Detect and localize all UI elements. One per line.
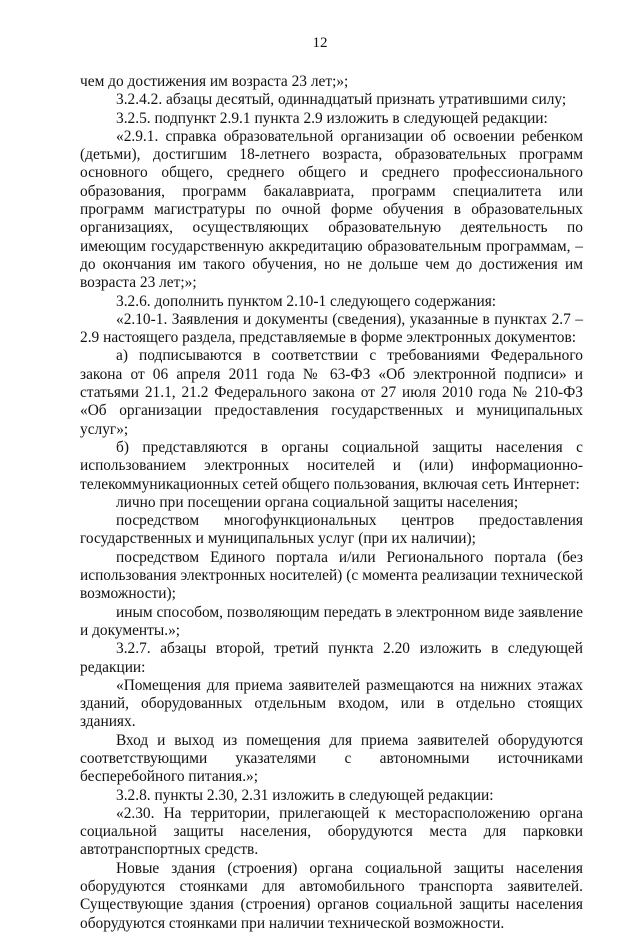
paragraph-3-2-6: 3.2.6. дополнить пунктом 2.10-1 следующего содержания: (116, 292, 497, 310)
paragraph-3-2-8: 3.2.8. пункты 2.30, 2.31 изложить в следующей редакции: (116, 786, 494, 804)
paragraph-other-method: иным способом, позволяющим передать в электронном виде заявление и документы.»; (80, 603, 583, 639)
document-body (80, 73, 583, 933)
page-number: 12 (312, 35, 328, 51)
paragraph-subitem-b: б) представляются в органы социальной защиты населения с использованием электронных носителей и (или) информационно-телекоммуникационных сетей общего пользования, включая сеть Интернет: (80, 438, 583, 493)
paragraph-in-person: лично при посещении органа социальной защиты населения; (116, 493, 519, 511)
paragraph-entrance-exit: Вход и выход из помещения для приема заявителей оборудуются соответствующими указателями с автономными источниками бесперебойного питания.»; (80, 731, 583, 786)
paragraph-2-30: «2.30. На территории, прилегающей к месторасположению органа социальной защиты населения, оборудуются места для парковки автотранспортных средств. (80, 804, 583, 859)
paragraph-mfc: посредством многофункциональных центров предоставления государственных и муниципальных услуг (при их наличии); (80, 512, 583, 548)
paragraph-2-9-1: «2.9.1. справка образовательной организации об освоении ребенком (детьми), достигшим 18-летнего возраста, образовательных программ основного общего, среднего общего и среднего профессионального образования, программ бакалавриата, программ специалитета или программ магистратуры по очной форме обучения в образовательных организациях, осуществляющих образовательную деятельность по имеющим государственную аккредитацию образовательным программам, – до окончания им такого обучения, но не дольше чем до достижения им возраста 23 лет;»; (80, 127, 583, 292)
paragraph-3-2-4-2: 3.2.4.2. абзацы десятый, одиннадцатый признать утратившими силу; (116, 91, 567, 109)
paragraph-3-2-7: 3.2.7. абзацы второй, третий пункта 2.20 изложить в следующей редакции: (80, 640, 583, 676)
paragraph-subitem-a: а) подписываются в соответствии с требованиями Федерального закона от 06 апреля 2011 года № 63-ФЗ «Об электронной подписи» и статьями 21.1, 21.2 Федерального закона от 27 июля 2010 года № 210-ФЗ «Об организации предоставления государственных и муниципальных услуг»; (80, 347, 583, 438)
paragraph-portal: посредством Единого портала и/или Регионального портала (без использования электронных носителей) (с момента реализации технической возможности); (80, 548, 583, 603)
paragraph-premises: «Помещения для приема заявителей размещаются на нижних этажах зданий, оборудованных отдельным входом, или в отдельно стоящих зданиях. (80, 676, 583, 731)
paragraph-3-2-5: 3.2.5. подпункт 2.9.1 пункта 2.9 изложить в следующей редакции: (116, 109, 548, 127)
paragraph-new-buildings: Новые здания (строения) органа социальной защиты населения оборудуются стоянками для автомобильного транспорта заявителей. Существующие здания (строения) органов социальной защиты населения оборудуются стоянками при наличии технической возможности. (80, 859, 583, 932)
paragraph-continuation: чем до достижения им возраста 23 лет;»; (80, 73, 349, 90)
paragraph-2-10-1: «2.10-1. Заявления и документы (сведения), указанные в пунктах 2.7 – 2.9 настоящего раздела, представляемые в форме электронных документов: (80, 310, 583, 347)
